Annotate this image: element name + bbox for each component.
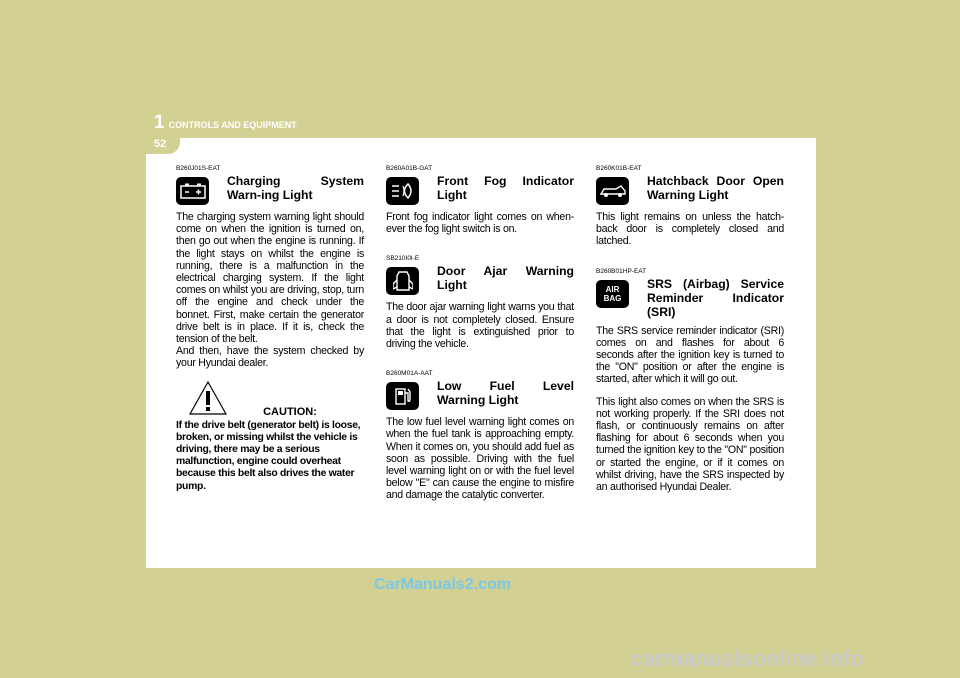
- footer-watermark: carmanualsonline.info: [630, 646, 864, 671]
- section-body: This light remains on unless the hatch-back door is completely closed and latched.: [596, 211, 784, 248]
- section-title: Hatchback Door Open Warning Light: [647, 174, 784, 202]
- section-body: The low fuel level warning light comes on when the fuel tank is approaching empty. When it comes on, you should add fuel as soon as possible. Driving with the fuel level warning light on or with the fuel level below "E" can cause the engine to misfire and damage the catalytic converter.: [386, 416, 574, 502]
- section-body-2: This light also comes on when the SRS is not working properly. If the SRI does not flash, or continuously remains on after flashing for about 6 seconds when you turned the ignition key to the "ON" position or started the engine, or if it comes on whilst driving, have the SRS inspected by an authorised Hyundai Dealer.: [596, 395, 784, 494]
- warning-triangle-icon: [188, 380, 228, 416]
- battery-icon: [176, 177, 209, 205]
- chapter-header: [154, 112, 297, 134]
- section-title: Low Fuel Level Warning Light: [437, 379, 574, 408]
- watermark-link[interactable]: CarManuals2.com: [374, 576, 511, 593]
- fog-section: [386, 165, 574, 235]
- section-heading: [386, 174, 574, 205]
- section-heading: [176, 174, 364, 205]
- section-title: Front Fog Indicator Light: [437, 174, 574, 202]
- hatchback-section: [596, 165, 784, 248]
- srs-section: [596, 268, 784, 494]
- section-code: SB210I0I-E: [386, 255, 420, 263]
- low-fuel-section: [386, 370, 574, 501]
- section-body-2: And then, have the system checked by your Hyundai dealer.: [176, 345, 364, 370]
- section-title: SRS (Airbag) Service Reminder Indicator (SRI): [647, 276, 784, 319]
- section-heading: [596, 174, 784, 205]
- hatchback-car-icon: [596, 177, 629, 205]
- door-ajar-icon: [386, 267, 419, 295]
- caution-body: If the drive belt (generator belt) is loose, broken, or missing whilst the vehicle is driving, there may be a serious malfunction, engine could overheat because this belt also drives the water pump.: [176, 419, 361, 492]
- column-3: [596, 165, 784, 513]
- section-body: The door ajar warning light warns you that a door is not completely closed. Ensure that the light is extinguished prior to driving the vehicle.: [386, 301, 574, 351]
- section-title: Charging System Warn-ing Light: [227, 174, 364, 202]
- front-fog-light-icon: [386, 177, 419, 205]
- section-code: B260M01A-AAT: [386, 370, 433, 378]
- section-code: B260J01S-EAT: [176, 165, 221, 172]
- section-heading: [596, 277, 784, 319]
- caution-title: CAUTION:: [263, 405, 317, 418]
- airbag-icon-text: AIR BAG: [603, 284, 622, 303]
- chapter-number: 1: [154, 112, 165, 133]
- page-number: 52: [154, 138, 167, 150]
- section-code: B260A01B-GAT: [386, 165, 433, 172]
- section-code: B260K01B-EAT: [596, 165, 642, 172]
- section-heading: [386, 264, 574, 295]
- caution-box: [176, 406, 364, 493]
- section-body: The charging system warning light should come on when the ignition is turned on, then go out when the engine is running. If the light stays on whilst the engine is running, there is a malfunction in the electrical charging system. If the light comes on whilst you are driving, stop, turn off the engine and check under the bonnet. First, make certain the generator drive belt is in place. If it is, check the tension of the belt.: [176, 211, 364, 346]
- airbag-icon: [596, 280, 629, 308]
- section-title: Door Ajar Warning Light: [437, 264, 574, 293]
- section-heading: [386, 379, 574, 410]
- fuel-pump-icon: [386, 382, 419, 410]
- section-body: Front fog indicator light comes on when-ever the fog light switch is on.: [386, 211, 574, 236]
- column-2: [386, 165, 574, 522]
- section-body: The SRS service reminder indicator (SRI) comes on and flashes for about 6 seconds after the ignition key is turned to the "ON" position or after the engine is started, after which it will go out.: [596, 324, 784, 386]
- section-code: B260B01HP-EAT: [596, 267, 647, 275]
- column-1: [176, 165, 364, 493]
- door-ajar-section: [386, 255, 574, 350]
- chapter-title: CONTROLS AND EQUIPMENT: [168, 120, 297, 130]
